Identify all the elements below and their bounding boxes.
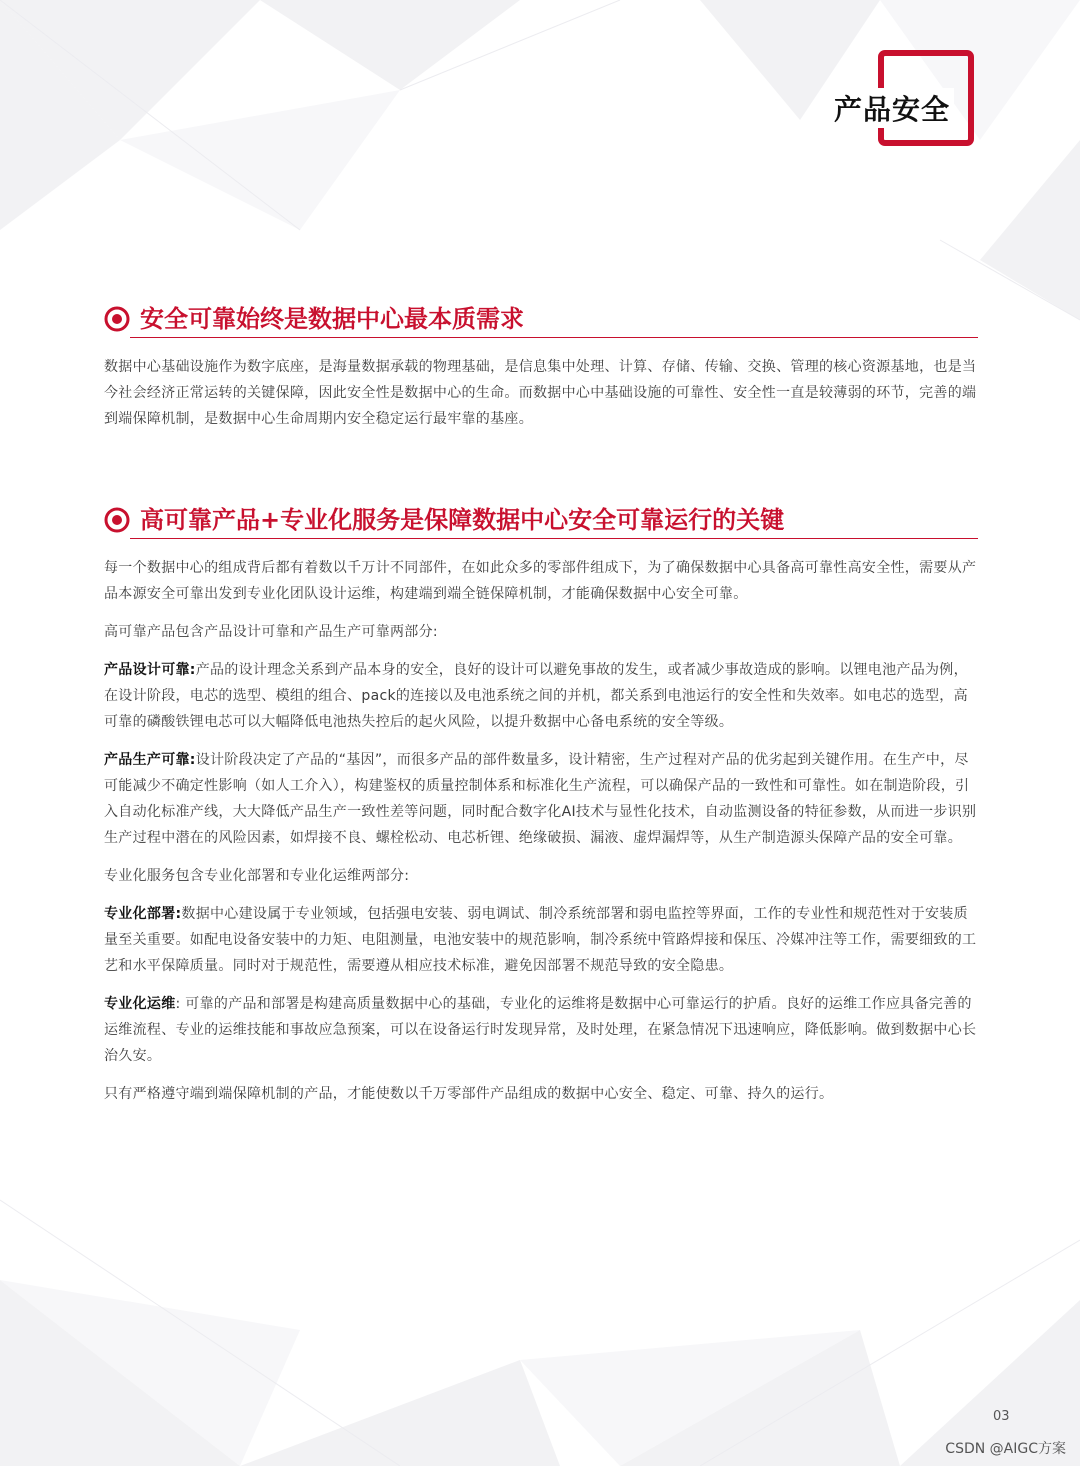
design-label: 产品设计可靠: (104, 662, 196, 678)
paragraph-design-reliability (104, 657, 978, 735)
section-core-requirement (104, 302, 978, 432)
paragraph: 数据中心基础设施作为数字底座，是海量数据承载的物理基础，是信息集中处理、计算、存储、传输、交换、管理的核心资源基地，也是当今社会经济正常运转的关键保障，因此安全性是数据中心的生命。而数据中心中基础设施的可靠性、安全性一直是较薄弱的环节，完善的端到端保障机制，是数据中心生命周期内安全稳定运行最牢靠的基座。 (104, 359, 977, 427)
design-text: 产品的设计理念关系到产品本身的安全，良好的设计可以避免事故的发生，或者减少事故造成的影响。以锂电池产品为例，在设计阶段，电芯的选型、模组的组合、pack的连接以及电池系统之间的并机，都关系到电池运行的安全性和失效率。如电芯的选型，高可靠的磷酸铁锂电芯可以大幅降低电池热失控后的起火风险，以提升数据中心备电系统的安全等级。 (104, 662, 968, 730)
paragraph-professional-deployment (104, 901, 978, 979)
chapter-title: 产品安全 (830, 88, 954, 128)
chapter-tag (833, 50, 974, 146)
section-heading (104, 503, 978, 543)
deploy-text: 数据中心建设属于专业领域，包括强电安装、弱电调试、制冷系统部署和弱电监控等界面，工作的专业性和规范性对于安装质量至关重要。如配电设备安装中的力矩、电阻测量，电池安装中的规范影响，制冷系统中管路焊接和保压、冷媒冲注等工作，需要细致的工艺和水平保障质量。同时对于规范性，需要遵从相应技术标准，避免因部署不规范导致的安全隐患。 (104, 906, 977, 974)
heading-underline (130, 538, 978, 539)
paragraph-professional-operations (104, 991, 978, 1069)
page-number: 03 (993, 1409, 1010, 1424)
section-heading (104, 302, 978, 342)
paragraph-product-lead: 高可靠产品包含产品设计可靠和产品生产可靠两部分: (104, 624, 438, 640)
paragraph-closing: 只有严格遵守端到端保障机制的产品，才能使数以千万零部件产品组成的数据中心安全、稳定、可靠、持久的运行。 (104, 1086, 834, 1102)
target-icon (104, 507, 130, 533)
production-label: 产品生产可靠: (104, 752, 196, 768)
section-heading-text: 安全可靠始终是数据中心最本质需求 (140, 305, 524, 333)
paragraph-service-lead: 专业化服务包含专业化部署和专业化运维两部分: (104, 868, 410, 884)
deploy-label: 专业化部署: (104, 906, 182, 922)
heading-underline (130, 337, 978, 338)
watermark: CSDN @AIGC方案 (945, 1441, 1066, 1457)
target-icon (104, 306, 130, 332)
ops-text: : 可靠的产品和部署是构建高质量数据中心的基础，专业化的运维将是数据中心可靠运行的护盾。良好的运维工作应具备完善的运维流程、专业的运维技能和事故应急预案，可以在设备运行时发现异常，及时处理，在紧急情况下迅速响应，降低影响。做到数据中心长治久安。 (104, 996, 977, 1064)
paragraph-production-reliability (104, 747, 978, 851)
section-heading-text: 高可靠产品+专业化服务是保障数据中心安全可靠运行的关键 (140, 506, 785, 534)
ops-label: 专业化运维 (104, 996, 176, 1012)
section-reliable-products-services (104, 503, 978, 1107)
paragraph-intro: 每一个数据中心的组成背后都有着数以千万计不同部件，在如此众多的零部件组成下，为了确保数据中心具备高可靠性高安全性，需要从产品本源安全可靠出发到专业化团队设计运维，构建端到端全链保障机制，才能确保数据中心安全可靠。 (104, 560, 977, 602)
production-text: 设计阶段决定了产品的“基因”，而很多产品的部件数量多，设计精密，生产过程对产品的优劣起到关键作用。在生产中，尽可能减少不确定性影响（如人工介入），构建鉴权的质量控制体系和标准化生产流程，可以确保产品的一致性和可靠性。如在制造阶段，引入自动化标准产线，大大降低产品生产一致性差等问题，同时配合数字化AI技术与显性化技术，自动监测设备的特征参数，从而进一步识别生产过程中潜在的风险因素，如焊接不良、螺栓松动、电芯析锂、绝缘破损、漏液、虚焊漏焊等，从生产制造源头保障产品的安全可靠。 (104, 752, 977, 846)
